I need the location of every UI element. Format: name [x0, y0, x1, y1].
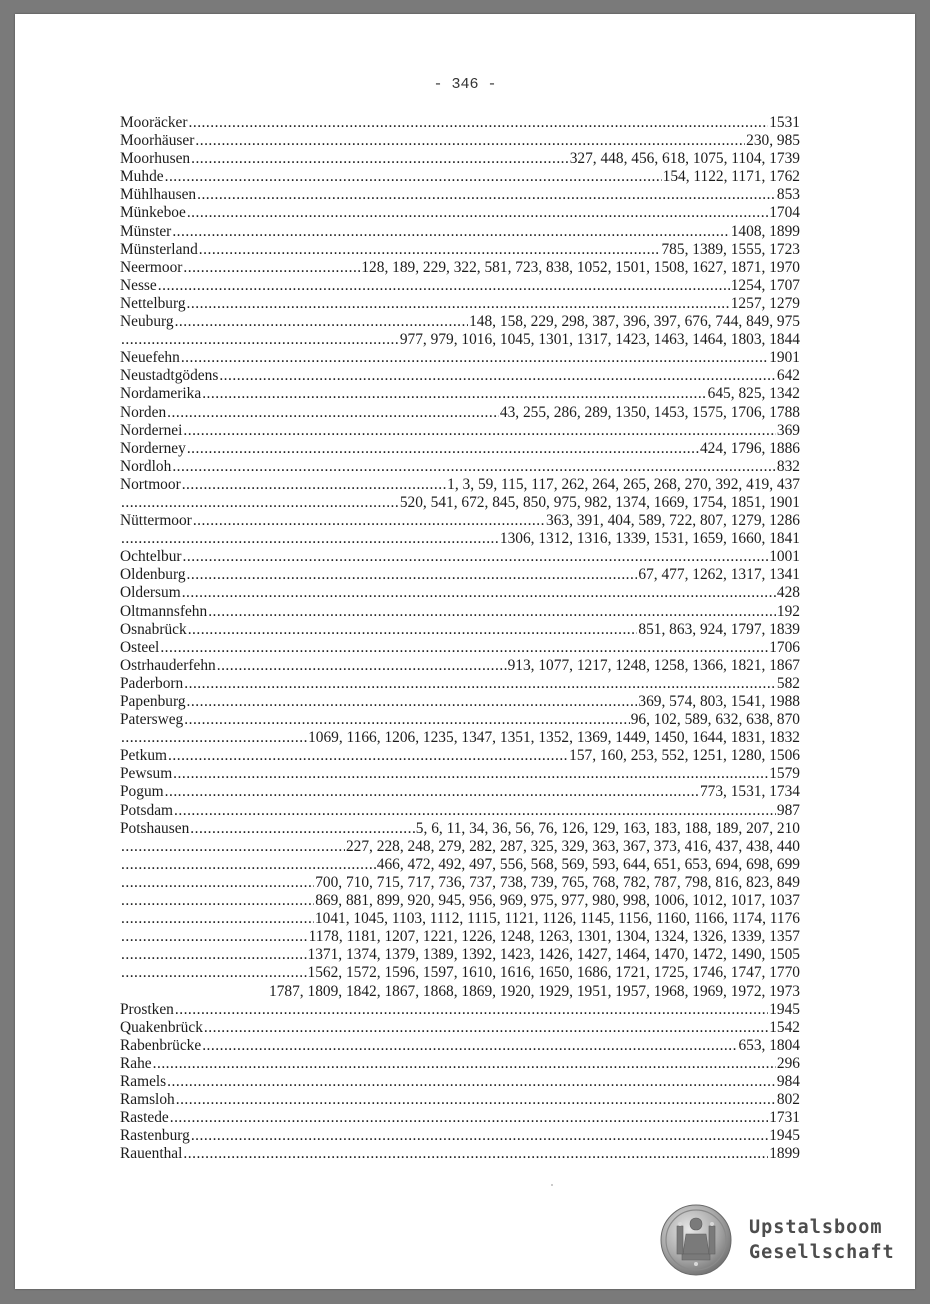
page-references: 1371, 1374, 1379, 1389, 1392, 1423, 1426, 1427, 1464, 1470, 1472, 1490, 1505	[307, 946, 800, 964]
page-references: 869, 881, 899, 920, 945, 956, 969, 975, 977, 980, 998, 1006, 1012, 1017, 1037	[315, 892, 800, 910]
page-references: 148, 158, 229, 298, 387, 396, 397, 676, 744, 849, 975	[469, 313, 800, 331]
index-entry-continuation	[120, 874, 800, 892]
page-references: 520, 541, 672, 845, 850, 975, 982, 1374, 1669, 1754, 1851, 1901	[399, 493, 800, 511]
dot-leader	[188, 621, 638, 639]
page-references: 1579	[769, 765, 800, 783]
place-name: Potshausen	[120, 819, 190, 837]
place-name: Potsdam	[120, 801, 174, 819]
dot-leader	[187, 693, 638, 711]
page-references: 802	[776, 1091, 800, 1109]
logo-line-2: Gesellschaft	[749, 1242, 895, 1263]
place-name: Neuburg	[120, 313, 174, 331]
logo-line-1: Upstalsboom	[749, 1217, 883, 1238]
page-references: 296	[776, 1054, 800, 1072]
dot-leader	[121, 910, 314, 928]
index-entry-continuation	[120, 530, 800, 548]
page-references: 1531	[769, 114, 800, 131]
dot-leader	[175, 313, 469, 331]
scan-speck	[551, 1184, 553, 1186]
page-references: 645, 825, 1342	[707, 385, 800, 403]
dot-leader	[204, 1019, 768, 1037]
dot-leader	[172, 458, 776, 476]
index-entry-continuation	[120, 964, 800, 982]
dot-leader	[121, 494, 399, 512]
index-entry	[120, 277, 800, 295]
dot-leader	[193, 512, 545, 530]
index-entry	[120, 422, 800, 440]
dot-leader	[160, 639, 768, 657]
dot-leader	[219, 367, 776, 385]
index-entry-continuation	[120, 838, 800, 856]
dot-leader	[121, 729, 307, 747]
page-references: 851, 863, 924, 1797, 1839	[638, 620, 800, 638]
page-references: 1731	[769, 1109, 800, 1127]
page-references: 230, 985	[746, 132, 800, 150]
index-entry	[120, 1055, 800, 1073]
dot-leader	[183, 422, 776, 440]
page-references: 1408, 1899	[730, 222, 800, 240]
page-number: - 346 -	[433, 76, 497, 93]
page-references: 1787, 1809, 1842, 1867, 1868, 1869, 1920, 1929, 1951, 1957, 1968, 1969, 1972, 1973	[269, 982, 800, 1000]
index-entry	[120, 657, 800, 675]
place-name: Ostrhauderfehn	[120, 656, 216, 674]
index-entry	[120, 114, 800, 132]
place-name: Quakenbrück	[120, 1018, 203, 1036]
dot-leader	[174, 802, 776, 820]
page-references: 43, 255, 286, 289, 1350, 1453, 1575, 1706, 1788	[499, 403, 800, 421]
page-references: 832	[776, 457, 800, 475]
page-references: 1069, 1166, 1206, 1235, 1347, 1351, 1352, 1369, 1449, 1450, 1644, 1831, 1832	[308, 729, 800, 747]
place-name: Ochtelbur	[120, 548, 182, 566]
index-entry	[120, 259, 800, 277]
dot-leader	[187, 566, 638, 584]
page-references: 154, 1122, 1171, 1762	[662, 168, 800, 186]
index-entry	[120, 1145, 800, 1163]
page-references: 428	[776, 584, 800, 602]
page-references: 466, 472, 492, 497, 556, 568, 569, 593, 644, 651, 653, 694, 698, 699	[376, 855, 800, 873]
page-references: 1704	[769, 204, 800, 222]
page-references: 1562, 1572, 1596, 1597, 1610, 1616, 1650, 1686, 1721, 1725, 1746, 1747, 1770	[307, 964, 800, 982]
index-entry	[120, 440, 800, 458]
dot-leader	[187, 204, 768, 222]
dot-leader	[153, 1055, 776, 1073]
dot-leader	[158, 277, 730, 295]
index-entry	[120, 241, 800, 259]
dot-leader	[184, 675, 776, 693]
page-references: 369	[776, 421, 800, 439]
place-name: Münkeboe	[120, 204, 186, 222]
page-references: 785, 1389, 1555, 1723	[661, 240, 800, 258]
index-entry-continuation	[120, 928, 800, 946]
dot-leader	[121, 530, 499, 548]
dot-leader	[183, 259, 360, 277]
place-name: Mooräcker	[120, 114, 188, 131]
place-name: Oldenburg	[120, 566, 186, 584]
place-name: Papenburg	[120, 693, 186, 710]
place-name: Nordernei	[120, 421, 183, 439]
place-name: Muhde	[120, 168, 164, 186]
dot-leader	[170, 1109, 768, 1127]
index-entry	[120, 639, 800, 657]
dot-leader	[190, 820, 415, 838]
dot-leader	[121, 874, 314, 892]
place-name: Paderborn	[120, 674, 184, 692]
index-entry	[120, 313, 800, 331]
dot-leader	[121, 331, 399, 349]
index-entry-continuation	[120, 892, 800, 910]
dot-leader	[187, 440, 699, 458]
page-references: 5, 6, 11, 34, 36, 56, 76, 126, 129, 163, 183, 188, 189, 207, 210	[415, 819, 800, 837]
page-references: 700, 710, 715, 717, 736, 737, 738, 739, 765, 768, 782, 787, 798, 816, 823, 849	[315, 873, 800, 891]
index-entry	[120, 204, 800, 222]
page-references: 1254, 1707	[730, 276, 800, 294]
dot-leader	[175, 1001, 768, 1019]
page-references: 1041, 1045, 1103, 1112, 1115, 1121, 1126, 1145, 1156, 1160, 1166, 1174, 1176	[314, 910, 800, 928]
place-name: Nüttermoor	[120, 512, 192, 530]
page-references: 984	[776, 1072, 800, 1090]
index-entry-continuation	[120, 983, 800, 1001]
page-references: 1899	[769, 1145, 800, 1163]
place-name: Münster	[120, 222, 172, 240]
page-references: 582	[776, 674, 800, 692]
page-references: 977, 979, 1016, 1045, 1301, 1317, 1423, 1463, 1464, 1803, 1844	[399, 331, 800, 349]
page-references: 1, 3, 59, 115, 117, 262, 264, 265, 268, 270, 392, 419, 437	[447, 475, 800, 493]
place-name: Osteel	[120, 638, 160, 656]
index-entry-continuation	[120, 856, 800, 874]
page-references: 1945	[769, 1127, 800, 1145]
index-entry	[120, 765, 800, 783]
page-references: 363, 391, 404, 589, 722, 807, 1279, 1286	[546, 512, 800, 530]
place-name: Neustadtgödens	[120, 367, 219, 385]
place-name: Münsterland	[120, 240, 198, 258]
dot-leader	[165, 168, 662, 186]
index-entry	[120, 367, 800, 385]
place-name: Moorhäuser	[120, 132, 195, 150]
index-entry-continuation	[120, 729, 800, 747]
index-entry	[120, 512, 800, 530]
index-entry	[120, 295, 800, 313]
dot-leader	[121, 838, 345, 856]
page-references: 642	[776, 367, 800, 385]
place-name: Rastede	[120, 1109, 169, 1127]
index-entry	[120, 349, 800, 367]
index-entry	[120, 385, 800, 403]
place-name: Nordamerika	[120, 385, 202, 403]
place-name: Neermoor	[120, 258, 183, 276]
dot-leader	[199, 241, 661, 259]
dot-leader	[202, 1037, 737, 1055]
dot-leader	[168, 747, 568, 765]
dot-leader	[195, 132, 745, 150]
page-references: 653, 1804	[738, 1036, 800, 1054]
index-entry-continuation	[120, 331, 800, 349]
page-references: 157, 160, 253, 552, 1251, 1280, 1506	[569, 747, 800, 765]
dot-leader	[189, 114, 769, 132]
index-entry	[120, 675, 800, 693]
index-entry	[120, 1019, 800, 1037]
page-references: 853	[776, 186, 800, 204]
dot-leader	[121, 964, 307, 982]
page-references: 1001	[769, 548, 800, 566]
index-entry	[120, 566, 800, 584]
page-references: 227, 228, 248, 279, 282, 287, 325, 329, 363, 367, 373, 416, 437, 438, 440	[345, 837, 800, 855]
index-entry	[120, 1091, 800, 1109]
dot-leader	[182, 584, 776, 602]
page-references: 913, 1077, 1217, 1248, 1258, 1366, 1821, 1867	[507, 656, 800, 674]
index-entry	[120, 1109, 800, 1127]
dot-leader	[121, 946, 307, 964]
page-references: 1706	[769, 638, 800, 656]
index-entry	[120, 747, 800, 765]
index-entry	[120, 820, 800, 838]
dot-leader	[197, 186, 776, 204]
page-references: 327, 448, 456, 618, 1075, 1104, 1739	[569, 150, 800, 168]
dot-leader	[182, 476, 446, 494]
dot-leader	[165, 783, 699, 801]
dot-leader	[121, 892, 314, 910]
page-references: 96, 102, 589, 632, 638, 870	[630, 711, 800, 729]
place-name: Nortmoor	[120, 475, 181, 493]
index-entry	[120, 711, 800, 729]
page-references: 1257, 1279	[730, 294, 800, 312]
place-name: Rabenbrücke	[120, 1036, 202, 1054]
dot-leader	[191, 1127, 768, 1145]
page-references: 1306, 1312, 1316, 1339, 1531, 1659, 1660, 1841	[499, 530, 800, 548]
dot-leader	[202, 385, 706, 403]
dot-leader	[183, 548, 769, 566]
dot-leader	[173, 765, 768, 783]
society-name	[749, 1215, 895, 1265]
place-name: Oltmannsfehn	[120, 602, 208, 620]
dot-leader	[191, 150, 569, 168]
place-name: Nordloh	[120, 457, 172, 475]
place-name: Osnabrück	[120, 620, 187, 638]
place-name: Moorhusen	[120, 150, 191, 168]
dot-leader	[121, 856, 376, 874]
index-entry	[120, 404, 800, 422]
index-entry	[120, 693, 800, 711]
place-name: Norden	[120, 403, 167, 421]
place-name: Norderney	[120, 439, 186, 457]
place-name: Nettelburg	[120, 294, 186, 312]
page-sheet	[15, 14, 915, 1289]
index-entry	[120, 186, 800, 204]
dot-leader	[208, 603, 776, 621]
index-entry	[120, 132, 800, 150]
place-name: Nesse	[120, 276, 157, 294]
page-references: 987	[776, 801, 800, 819]
index-entry	[120, 150, 800, 168]
index-entry	[120, 802, 800, 820]
page-references: 369, 574, 803, 1541, 1988	[638, 693, 800, 710]
page-references: 67, 477, 1262, 1317, 1341	[638, 566, 800, 584]
index-entry	[120, 584, 800, 602]
page-references: 1901	[769, 349, 800, 367]
page-references: 1542	[769, 1018, 800, 1036]
dot-leader	[181, 349, 768, 367]
dot-leader	[217, 657, 507, 675]
page-references: 773, 1531, 1734	[699, 783, 800, 801]
page-references: 128, 189, 229, 322, 581, 723, 838, 1052, 1501, 1508, 1627, 1871, 1970	[361, 258, 800, 276]
place-name: Petkum	[120, 747, 168, 765]
dot-leader	[187, 295, 730, 313]
dot-leader	[176, 1091, 776, 1109]
index-entry	[120, 783, 800, 801]
place-name: Oldersum	[120, 584, 181, 602]
place-index	[120, 114, 800, 1163]
index-entry	[120, 458, 800, 476]
dot-leader	[167, 1073, 776, 1091]
page-references: 424, 1796, 1886	[699, 439, 800, 457]
index-entry	[120, 168, 800, 186]
place-name: Pewsum	[120, 765, 173, 783]
page-references: 1945	[769, 1000, 800, 1018]
place-name: Patersweg	[120, 711, 184, 729]
dot-leader	[121, 928, 308, 946]
dot-leader	[172, 223, 729, 241]
dot-leader	[167, 404, 499, 422]
place-name: Mühlhausen	[120, 186, 197, 204]
place-name: Rastenburg	[120, 1127, 190, 1145]
index-entry	[120, 621, 800, 639]
index-entry	[120, 1001, 800, 1019]
index-entry	[120, 1037, 800, 1055]
place-name: Rahe	[120, 1054, 152, 1072]
place-name: Neuefehn	[120, 349, 180, 367]
index-entry	[120, 1127, 800, 1145]
index-entry	[120, 1073, 800, 1091]
index-entry-continuation	[120, 946, 800, 964]
society-logo	[660, 1204, 895, 1276]
index-entry-continuation	[120, 910, 800, 928]
index-entry-continuation	[120, 494, 800, 512]
index-entry	[120, 476, 800, 494]
place-name: Pogum	[120, 783, 164, 801]
place-name: Ramsloh	[120, 1091, 175, 1109]
dot-leader	[184, 711, 629, 729]
dot-leader	[183, 1145, 768, 1163]
seal-icon	[660, 1204, 732, 1276]
index-entry	[120, 548, 800, 566]
index-entry	[120, 223, 800, 241]
page-references: 192	[776, 602, 800, 620]
place-name: Ramels	[120, 1072, 167, 1090]
place-name: Prostken	[120, 1000, 174, 1018]
place-name: Rauenthal	[120, 1145, 183, 1163]
page-references: 1178, 1181, 1207, 1221, 1226, 1248, 1263, 1301, 1304, 1324, 1326, 1339, 1357	[308, 928, 800, 946]
index-entry	[120, 603, 800, 621]
